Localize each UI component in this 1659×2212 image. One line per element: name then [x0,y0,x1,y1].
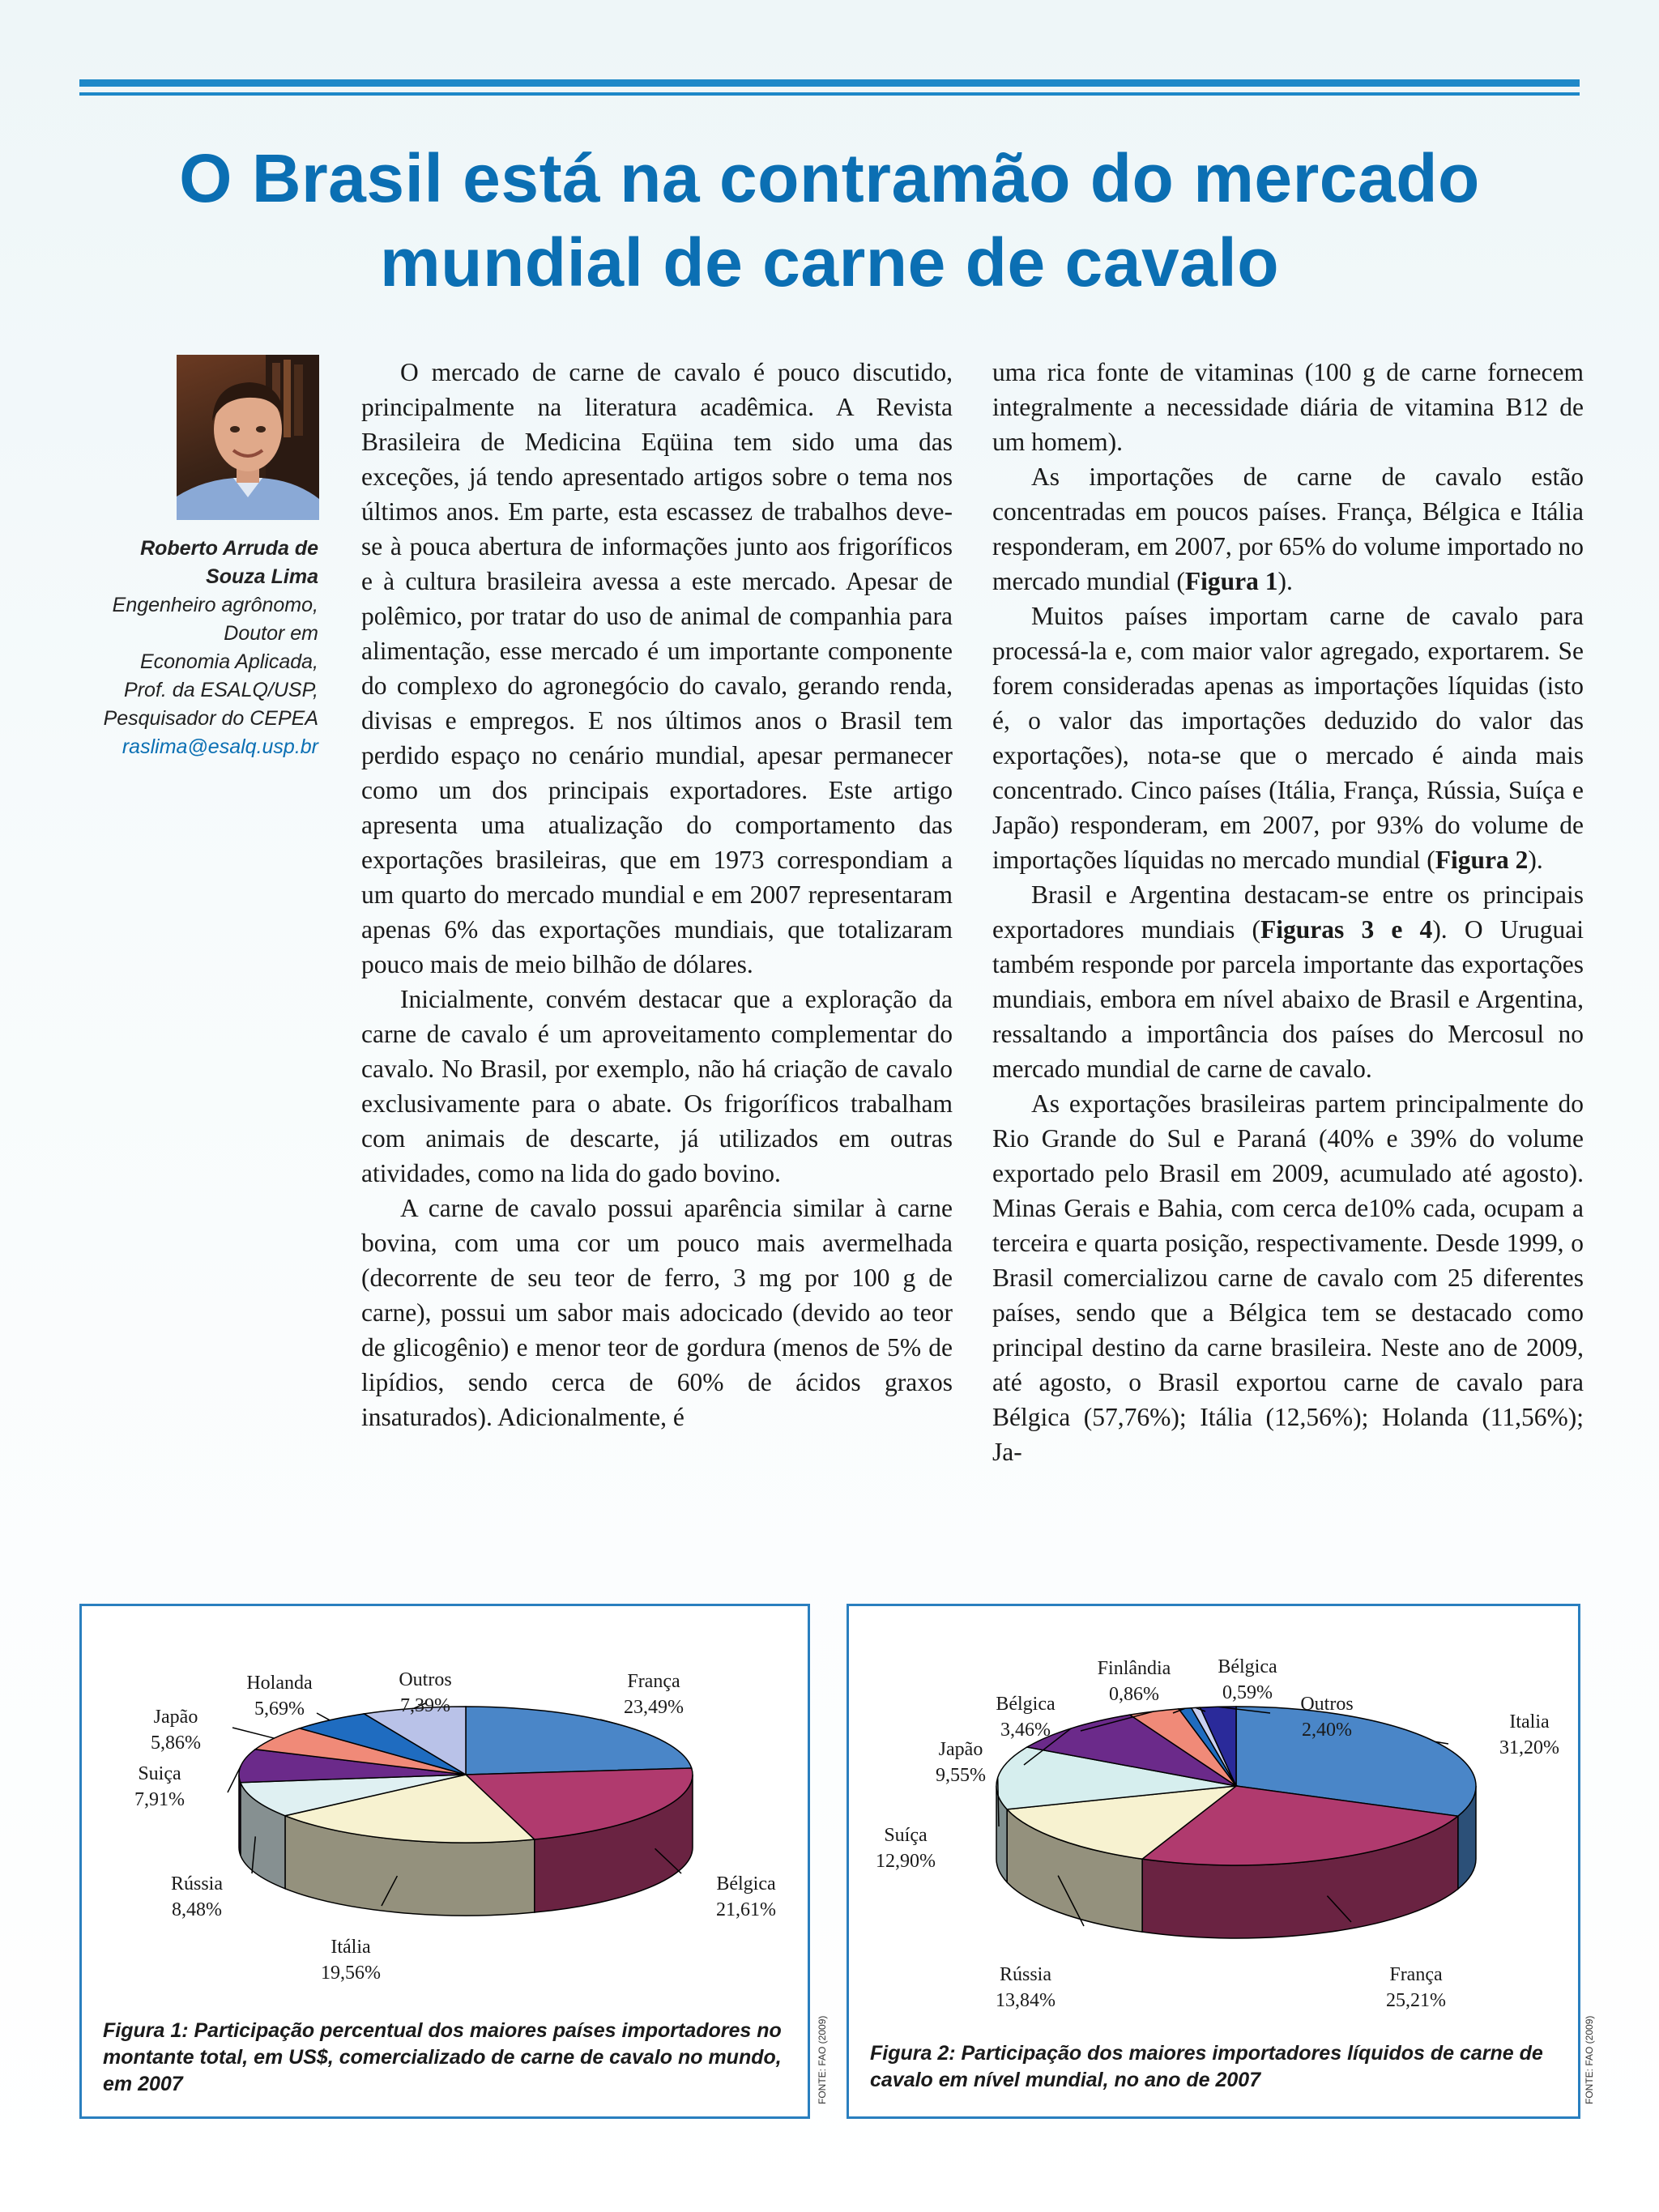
pie-slice-name: Itália [331,1937,371,1958]
pie-leader-line [317,1713,330,1720]
pie-slice-name: Finlândia [1097,1658,1171,1679]
paragraph-text: ). [1528,846,1543,874]
paragraph-text: As importações de carne de cavalo estão concentradas em poucos países. França, Bélgica e Itália responderam, em 2007, por 65% do volume importado no mercado mundial ( [992,462,1584,595]
pie-slice-name: Japão [153,1707,198,1728]
pie-slice-name: Japão [938,1739,983,1760]
article-column-1 [361,355,953,1434]
paragraph-text: Brasil e Argentina destacam-se entre os principais exportadores mundiais ( [992,880,1584,944]
paragraph: As exportações brasileiras partem principalmente do Rio Grande do Sul e Paraná (40% e 39% do volume exportado pelo Brasil em 2009, acumulado até agosto). Minas Gerais e Bahia, com cerca de10% cada, ocupam a terceira e quarta posição, respectivamente. Desde 1999, o Brasil comercializou carne de cavalo com 25 diferentes países, sendo que a Bélgica tem se destacado como principal destino da carne brasileira. Neste ano de 2009, até agosto, o Brasil exportou carne de cavalo para Bélgica (57,76%); Itália (12,56%); Holanda (11,56%); Ja- [992,1089,1584,1466]
article-column-2 [992,355,1584,1469]
author-email[interactable]: raslima@esalq.usp.br [122,735,318,758]
author-photo-illustration [177,355,319,520]
pie-slice-name: França [627,1671,680,1692]
author-role-line: Prof. da ESALQ/USP, [124,679,318,701]
pie-slice-name: Outros [1300,1694,1354,1715]
pie-slice-value: 7,39% [400,1695,450,1716]
figure-1-pie-chart [82,1606,808,2011]
pie-slice-value: 19,56% [321,1963,381,1984]
pie-slice-value: 3,46% [1000,1720,1051,1741]
pie-slice-value: 9,55% [936,1765,986,1786]
author-name-line-2: Souza Lima [206,565,318,588]
pie-slice-value: 5,69% [254,1698,305,1720]
paragraph [992,877,1584,1086]
pie-slice-name: Rússia [999,1964,1052,1985]
pie-slice-name: Italia [1509,1711,1550,1733]
title-line-2: mundial de carne de cavalo [379,224,1280,300]
figure-reference: Figura 2 [1435,846,1529,874]
pie-slice-name: Bélgica [716,1873,776,1894]
title-line-1: O Brasil está na contramão do mercado [179,140,1480,216]
figure-2-box [847,1604,1580,2119]
author-photo [177,355,319,520]
paragraph: A carne de cavalo possui aparência similar à carne bovina, com uma cor um pouco mais avermelhada (decorrente de seu teor de ferro, 3 mg por 100 g de carne), possui um sabor mais adocicado (devido ao teor de glicogênio) e menor teor de gordura (menos de 5% de lipídios, sendo cerca de 60% de ácidos graxos insaturados). Adicionalmente, é [361,1194,953,1431]
pie-slice-value: 5,86% [151,1733,201,1754]
paragraph [992,599,1584,877]
figure-reference: Figuras 3 e 4 [1260,915,1433,944]
author-role-line: Pesquisador do CEPEA [103,707,318,730]
pie-slice-name: Bélgica [1218,1656,1277,1677]
pie-slice-name: Rússia [170,1873,224,1894]
pie-leader-line [232,1728,274,1738]
pie-slice-value: 8,48% [172,1899,222,1920]
author-info [49,535,318,761]
paragraph-text: ). O Uruguai também responde por parcela importante das exportações mundiais, embora em nível abaixo de Brasil e Argentina, ressaltando a importância dos países do Mercosul no mercado mundial de carne de cavalo. [992,915,1584,1083]
pie-slice-value: 12,90% [876,1851,936,1872]
pie-side [239,1775,241,1856]
pie-slice-name: Suíça [884,1825,928,1846]
pie-slice-value: 7,91% [134,1789,185,1810]
pie-slice-value: 0,59% [1222,1682,1273,1703]
header-rule-thin [79,92,1580,96]
paragraph-text: Muitos países importam carne de cavalo para processá-la e, com maior valor agregado, exportarem. Se forem consideradas apenas as importações líquidas (isto é, o valor das importações deduzido do valor das exportações), nota-se que o mercado é ainda mais concentrado. Cinco países (Itália, França, Rússia, Suíça e Japão) responderam, em 2007, por 93% do volume de importações líquidas no mercado mundial ( [992,602,1584,874]
figure-1-source: FONTE: FAO (2009) [817,2015,828,2104]
paragraph: Inicialmente, convém destacar que a exploração da carne de cavalo é um aproveitamento complementar do cavalo. No Brasil, por exemplo, não há criação de cavalo exclusivamente para o abate. Os frigoríficos trabalham com animais de descarte, já utilizados em outras atividades, como na lida do gado bovino. [361,985,953,1187]
pie-slice-value: 2,40% [1302,1720,1352,1741]
pie-slice-value: 23,49% [624,1697,684,1718]
author-role-line: Economia Aplicada, [139,650,318,673]
paragraph: uma rica fonte de vitaminas (100 g de carne fornecem integralmente a necessidade diária de vitamina B12 de um homem). [992,358,1584,456]
pie-slice-name: França [1389,1964,1443,1985]
pie-slice-name: Holanda [246,1673,313,1694]
author-role-line: Doutor em [224,622,318,645]
figure-1-caption: Figura 1: Participação percentual dos maiores países importadores no montante total, em US$, comercializado de carne de cavalo no mundo, em 2007 [103,2019,782,2095]
pie-slice-value: 0,86% [1109,1684,1159,1705]
author-name-line-1: Roberto Arruda de [140,537,318,560]
pie-slice-value: 13,84% [996,1990,1056,2011]
paragraph [992,459,1584,599]
pie-slice-name: Suiça [138,1763,181,1784]
article-title [49,136,1610,305]
pie-slice-value: 31,20% [1499,1737,1559,1758]
author-role-line: Engenheiro agrônomo, [112,594,318,616]
header-rule-thick [79,79,1580,87]
paragraph-text: ). [1277,567,1293,595]
figure-2-caption: Figura 2: Participação dos maiores importadores líquidos de carne de cavalo em nível mundial, no ano de 2007 [870,2042,1543,2091]
figure-2-source: FONTE: FAO (2009) [1584,2015,1595,2104]
pie-slice-value: 21,61% [716,1899,776,1920]
pie-slice-name: Bélgica [996,1694,1056,1715]
pie-slice-value: 25,21% [1386,1990,1446,2011]
pie-slice-name: Outros [399,1669,452,1690]
figure-reference: Figura 1 [1184,567,1278,595]
figure-1-box [79,1604,810,2119]
paragraph: O mercado de carne de cavalo é pouco discutido, principalmente na literatura acadêmica. A Revista Brasileira de Medicina Eqüina tem sido uma das exceções, já tendo apresentado artigos sobre o tema nos últimos anos. Em parte, esta escassez de trabalhos deve-se à pouca abertura de informações junto aos frigoríficos e à cultura brasileira avessa a este mercado. Apesar de polêmico, por tratar do uso de animal de companhia para alimentação, esse mercado é um importante componente do complexo do agronegócio do cavalo, gerando renda, divisas e empregos. E nos últimos anos o Brasil tem perdido espaço no cenário mundial, apesar permanecer como um dos principais exportadores. Este artigo apresenta uma atualização do comportamento das exportações brasileiras, que em 1973 correspondiam a um quarto do mercado mundial e em 2007 representaram apenas 6% das exportações mundiais, que totalizaram pouco mais de meio bilhão de dólares. [361,358,953,978]
figure-2-pie-chart [849,1606,1578,2035]
